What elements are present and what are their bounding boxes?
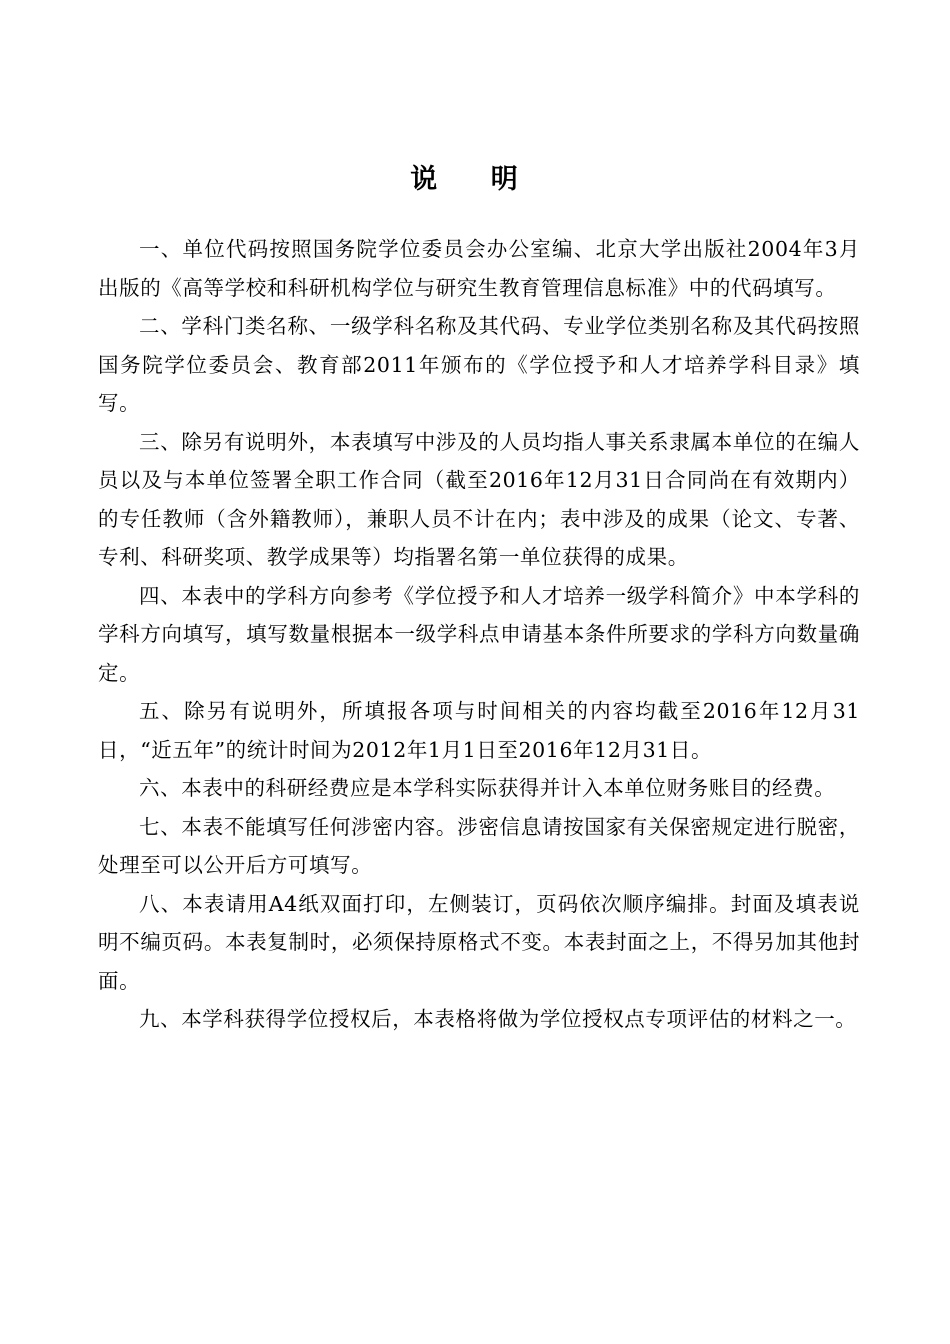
instruction-paragraph-5: 五、除另有说明外，所填报各项与时间相关的内容均截至2016年12月31日，“近五年”的统计时间为2012年1月1日至2016年12月31日。 [98,699,860,762]
instruction-paragraph-3: 三、除另有说明外，本表填写中涉及的人员均指人事关系隶属本单位的在编人员以及与本单位签署全职工作合同（截至2016年12月31日合同尚在有效期内）的专任教师（含外籍教师），兼职人员不计在内；表中涉及的成果（论文、专著、专利、科研奖项、教学成果等）均指署名第一单位获得的成果。 [98,429,860,569]
instruction-paragraph-7: 七、本表不能填写任何涉密内容。涉密信息请按国家有关保密规定进行脱密，处理至可以公开后方可填写。 [98,814,860,877]
instruction-paragraph-1: 一、单位代码按照国务院学位委员会办公室编、北京大学出版社2004年3月出版的《高等学校和科研机构学位与研究生教育管理信息标准》中的代码填写。 [98,237,860,300]
page-title: 说 明 [410,164,540,195]
instruction-paragraph-8: 八、本表请用A4纸双面打印，左侧装订，页码依次顺序编排。封面及填表说明不编页码。本表复制时，必须保持原格式不变。本表封面之上，不得另加其他封面。 [98,891,860,993]
instructions-body [98,230,860,1039]
instruction-paragraph-2: 二、学科门类名称、一级学科名称及其代码、专业学位类别名称及其代码按照国务院学位委员会、教育部2011年颁布的《学位授予和人才培养学科目录》填写。 [98,314,860,415]
instruction-paragraph-6: 六、本表中的科研经费应是本学科实际获得并计入本单位财务账目的经费。 [139,776,836,800]
instruction-paragraph-4: 四、本表中的学科方向参考《学位授予和人才培养一级学科简介》中本学科的学科方向填写，填写数量根据本一级学科点申请基本条件所要求的学科方向数量确定。 [98,583,860,685]
instruction-paragraph-9: 九、本学科获得学位授权后，本表格将做为学位授权点专项评估的材料之一。 [139,1007,857,1031]
